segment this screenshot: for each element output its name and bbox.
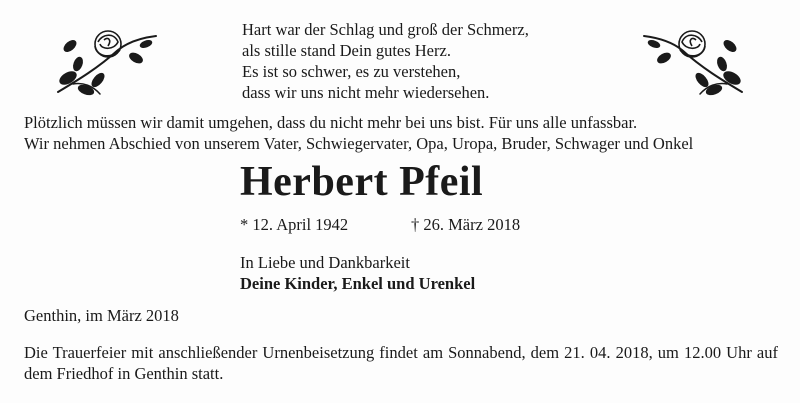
poem-line: Hart war der Schlag und groß der Schmerz, bbox=[242, 20, 529, 39]
death-date: † 26. März 2018 bbox=[411, 215, 521, 234]
intro-line: Wir nehmen Abschied von unserem Vater, Schwiegervater, Opa, Uropa, Bruder, Schwager und Onkel bbox=[24, 134, 694, 153]
poem-line: als stille stand Dein gutes Herz. bbox=[242, 41, 451, 60]
intro-line: Plötzlich müssen wir damit umgehen, dass du nicht mehr bei uns bist. Für uns alle unfassbar. bbox=[24, 113, 638, 132]
rose-icon bbox=[640, 20, 752, 98]
poem-line: Es ist so schwer, es zu verstehen, bbox=[242, 62, 461, 81]
closing-phrase: In Liebe und Dankbarkeit bbox=[240, 253, 410, 272]
rose-icon bbox=[48, 20, 160, 98]
poem-line: dass wir uns nicht mehr wiedersehen. bbox=[242, 83, 490, 102]
birth-date: * 12. April 1942 bbox=[240, 215, 349, 234]
deceased-name: Herbert Pfeil bbox=[240, 159, 484, 205]
funeral-info: Die Trauerfeier mit anschließender Urnenbeisetzung findet am Sonnabend, dem 21. 04. 2018, um 12.00 Uhr auf dem Friedhof in Genthin statt. bbox=[24, 343, 778, 383]
place-date: Genthin, im März 2018 bbox=[24, 306, 179, 325]
mourners: Deine Kinder, Enkel und Urenkel bbox=[240, 274, 476, 293]
